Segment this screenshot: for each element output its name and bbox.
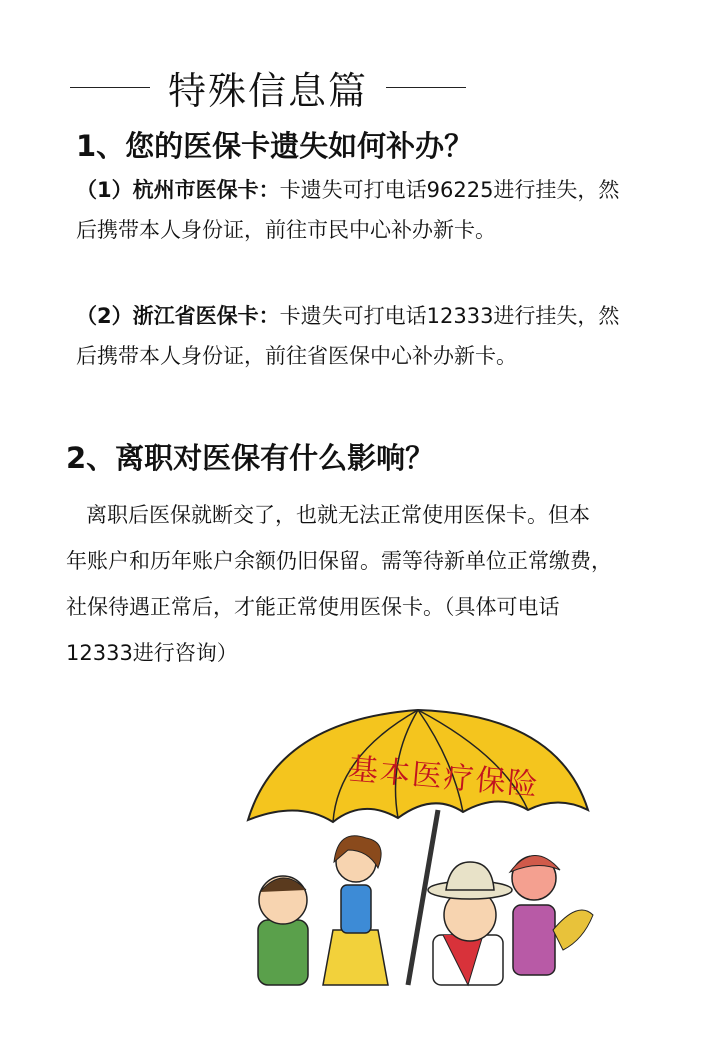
title-row	[70, 62, 510, 112]
item2-label: （2）浙江省医保卡：	[76, 304, 280, 328]
section2-line: 年账户和历年账户余额仍旧保留。需等待新单位正常缴费，	[66, 549, 612, 573]
umbrella-illustration	[238, 700, 598, 990]
section2-line: 离职后医保就断交了，也就无法正常使用医保卡。但本	[86, 503, 590, 527]
item2-line2: 后携带本人身份证，前往省医保中心补办新卡。	[76, 344, 517, 368]
person-farmer	[510, 855, 593, 975]
umbrella-label: 基本医疗保险	[346, 751, 541, 804]
title-dash-left	[70, 87, 150, 88]
title-dash-right	[386, 87, 466, 88]
item1-line2: 后携带本人身份证，前往市民中心补办新卡。	[76, 218, 496, 242]
section1-item1	[76, 170, 706, 250]
section1-item2	[76, 296, 706, 376]
item1-line1: 卡遗失可打电话96225进行挂失，然	[279, 178, 620, 202]
section1-heading: 1、您的医保卡遗失如何补办？	[76, 129, 474, 163]
item1-label: （1）杭州市医保卡	[76, 178, 259, 202]
person-man	[428, 862, 512, 985]
section2-body	[66, 492, 696, 676]
item2-line1: 卡遗失可打电话12333进行挂失，然	[279, 304, 620, 328]
person-boy	[258, 876, 308, 985]
page-title: 特殊信息篇	[168, 68, 369, 113]
item1-colon: ：	[258, 178, 280, 202]
section2-heading: 2、离职对医保有什么影响？	[66, 441, 435, 475]
section2-line: 12333进行咨询）	[66, 641, 238, 665]
person-woman	[323, 836, 388, 985]
section2-line: 社保待遇正常后，才能正常使用医保卡。（具体可电话	[66, 595, 560, 619]
